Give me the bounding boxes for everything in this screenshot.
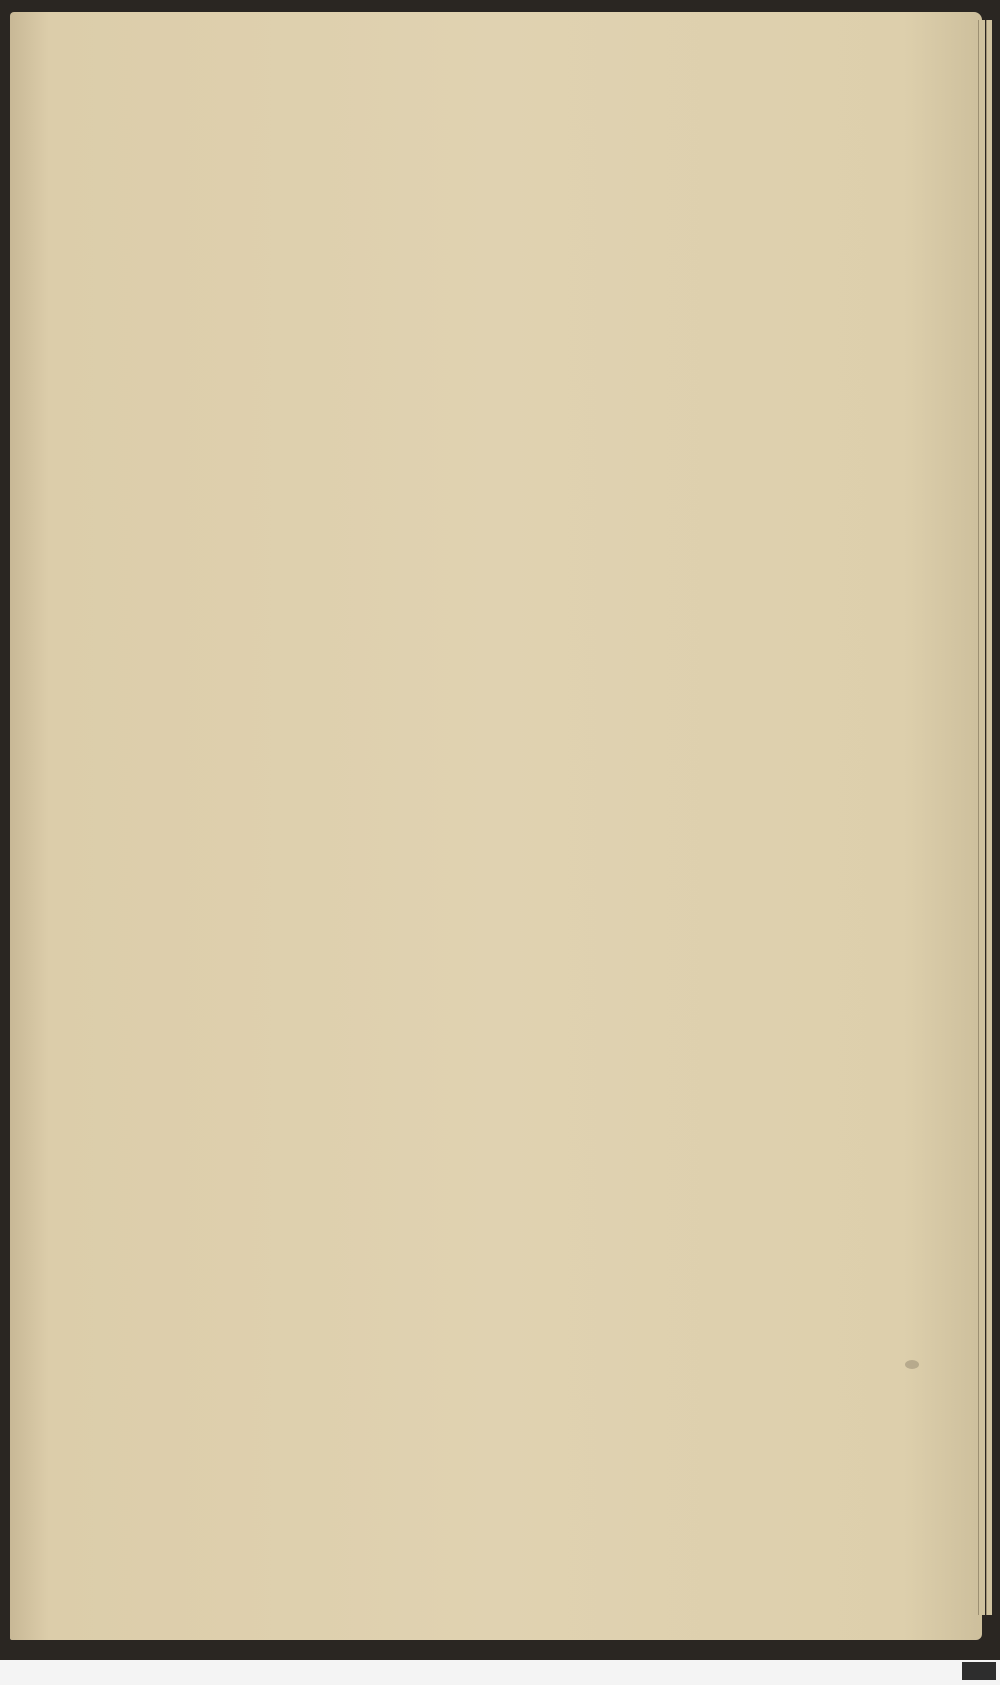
page-edge	[978, 20, 985, 1615]
dfg-logo	[962, 1662, 996, 1680]
page-edge	[986, 20, 992, 1615]
page-stain	[905, 1360, 919, 1369]
footer-bar	[0, 1660, 1000, 1685]
book-page	[10, 12, 982, 1640]
